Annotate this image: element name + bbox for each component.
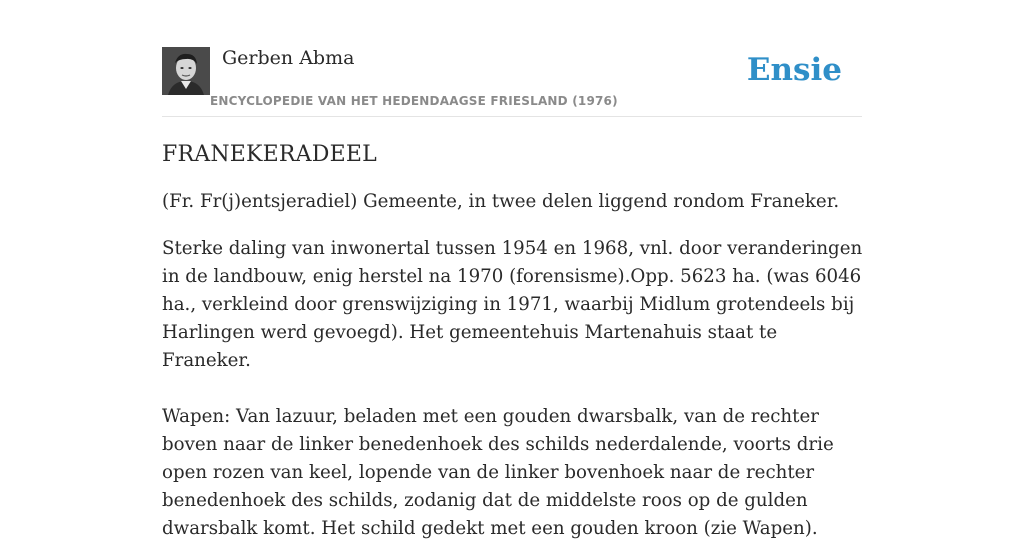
author-avatar[interactable] [162,47,210,95]
article-paragraph-wapen: Wapen: Van lazuur, beladen met een gouden dwarsbalk, van de rechter boven naar de linker benedenhoek des schilds nederdalende, voorts drie open rozen van keel, lopende van de linker bovenhoek naar de rechter benedenhoek des schilds, zodanig dat de middelste roos op de gulden dwarsbalk komt. Het schild gedekt met een gouden kroon (zie Wapen). [162,406,834,539]
article-paragraph: Sterke daling van inwonertal tussen 1954 en 1968, vnl. door veranderingen in de landbouw, enig herstel na 1970 (forensisme).Opp. 5623 ha. (was 6046 ha., verkleind door grenswijziging in 1971, waarbij Midlum grotendeels bij Harlingen werd gevoegd). Het gemeentehuis Martenahuis staat te Franeker. [162,238,863,371]
article-body [162,140,866,543]
source-label[interactable]: ENCYCLOPEDIE VAN HET HEDENDAAGSE FRIESLAND (1976) [210,94,618,108]
author-name[interactable]: Gerben Abma [222,47,355,69]
article-header [162,46,862,117]
author-portrait-icon [162,47,210,95]
article-intro: (Fr. Fr(j)entsjeradiel) Gemeente, in twee delen liggend rondom Franeker. [162,191,840,212]
article-title: FRANEKERADEEL [162,142,377,167]
ensie-logo[interactable]: Ensie [746,52,842,88]
